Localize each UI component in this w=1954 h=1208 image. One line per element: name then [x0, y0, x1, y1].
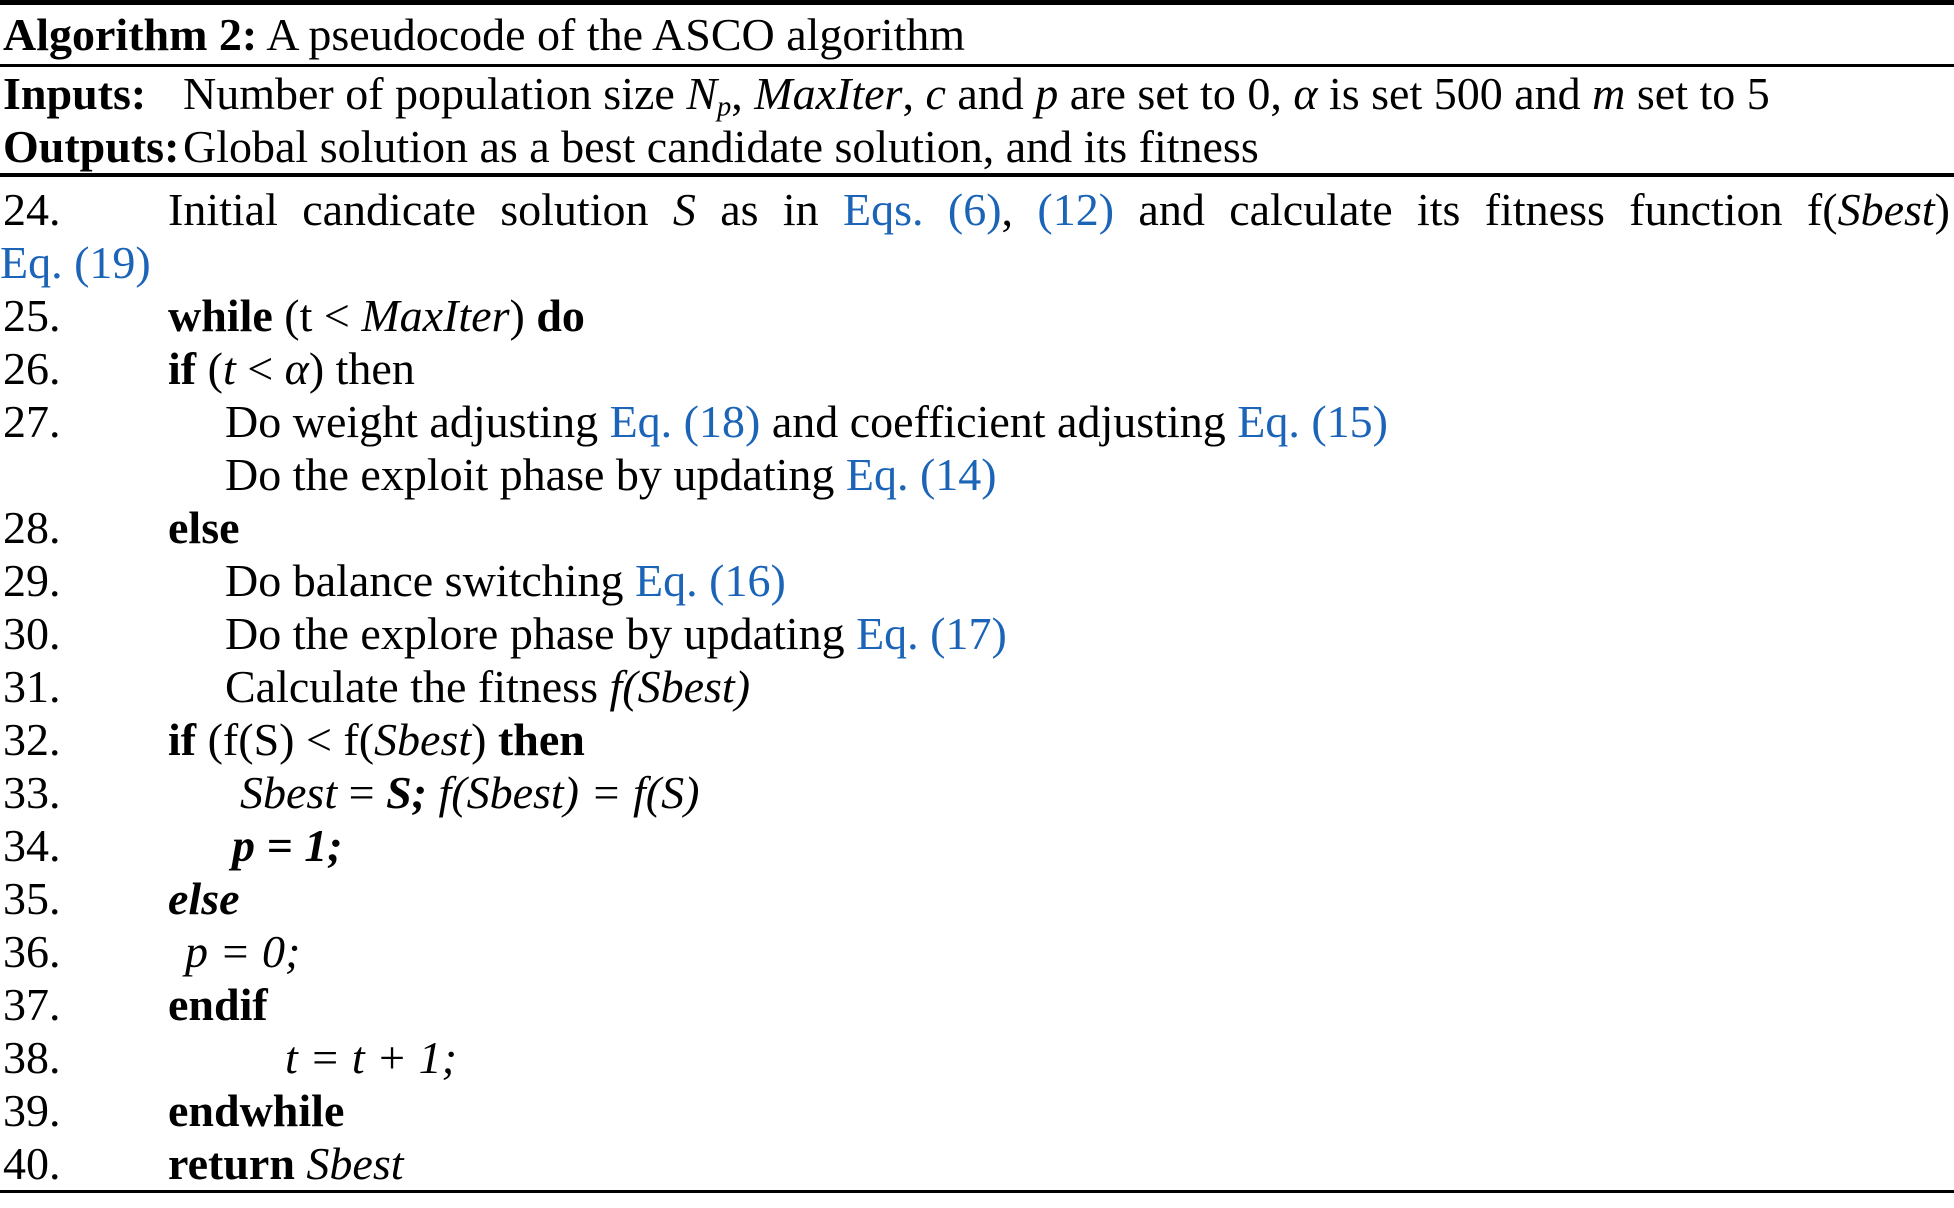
code-line	[0, 501, 1954, 554]
text-segment: p = 0;	[185, 926, 301, 977]
text-segment: Sbest	[240, 767, 349, 818]
text-segment: ,	[902, 68, 926, 119]
line-content	[168, 342, 1954, 395]
text-segment: Calculate the fitness	[225, 661, 610, 712]
text-segment: else	[168, 873, 240, 924]
text-segment: p = 1;	[232, 820, 343, 871]
line-content	[0, 236, 1954, 289]
line-number: 36.	[3, 926, 61, 977]
text-segment	[295, 1138, 307, 1189]
algorithm-body	[0, 177, 1954, 1190]
line-content	[168, 1137, 1954, 1190]
line-content	[225, 660, 1954, 713]
code-line	[0, 1084, 1954, 1137]
code-line	[0, 607, 1954, 660]
text-segment: α	[1293, 68, 1318, 119]
code-line	[0, 713, 1954, 766]
line-number: 29.	[3, 555, 61, 606]
text-segment: Do the explore phase by updating	[225, 608, 857, 659]
text-segment: α	[284, 343, 309, 394]
text-segment: Sbest	[374, 714, 472, 765]
text-segment: if	[168, 714, 197, 765]
text-segment: Do the exploit phase by updating	[225, 449, 846, 500]
text-segment: and coefficient adjusting	[760, 396, 1238, 447]
inputs-label: Inputs:	[3, 68, 147, 119]
text-segment: Sbest	[306, 1138, 404, 1189]
line-content	[168, 872, 1954, 925]
code-line	[0, 978, 1954, 1031]
code-line	[0, 819, 1954, 872]
text-segment: ,	[1001, 184, 1038, 235]
text-segment: do	[536, 290, 585, 341]
code-line	[0, 660, 1954, 713]
line-number: 39.	[3, 1085, 61, 1136]
code-line	[0, 236, 1954, 289]
algorithm-title-text: A pseudocode of the ASCO algorithm	[257, 9, 966, 60]
outputs-row	[0, 120, 1954, 173]
text-segment: if	[168, 343, 197, 394]
line-number: 38.	[3, 1032, 61, 1083]
eq-link[interactable]: (12)	[1037, 184, 1115, 235]
text-segment: return	[168, 1138, 295, 1189]
eq-link[interactable]: Eq. (14)	[845, 449, 997, 500]
text-segment: Do balance switching	[225, 555, 636, 606]
line-number: 27.	[3, 396, 61, 447]
line-content	[168, 978, 1954, 1031]
text-segment: while	[168, 290, 273, 341]
code-line	[0, 925, 1954, 978]
text-segment: MaxIter	[361, 290, 510, 341]
text-segment: )	[1934, 184, 1950, 235]
line-number: 32.	[3, 714, 61, 765]
text-segment: endif	[168, 979, 268, 1030]
line-number: 31.	[3, 661, 61, 712]
line-number: 28.	[3, 502, 61, 553]
line-number: 33.	[3, 767, 61, 818]
eq-link[interactable]: Eq. (18)	[609, 396, 761, 447]
line-content	[225, 448, 1954, 501]
text-segment: (	[196, 343, 223, 394]
line-number: 37.	[3, 979, 61, 1030]
line-number: 25.	[3, 290, 61, 341]
line-number: 24.	[3, 184, 61, 235]
text-segment: Do weight adjusting	[225, 396, 610, 447]
eq-link[interactable]: Eq. (19)	[0, 237, 151, 288]
line-number: 30.	[3, 608, 61, 659]
algorithm-title	[0, 5, 1954, 64]
text-segment: S	[672, 184, 696, 235]
line-number: 34.	[3, 820, 61, 871]
line-content	[240, 766, 1954, 819]
bottom-rule	[0, 1190, 1954, 1193]
line-content	[225, 395, 1954, 448]
line-content	[168, 183, 1950, 236]
line-content	[168, 713, 1954, 766]
code-line	[0, 342, 1954, 395]
text-segment: )	[471, 714, 498, 765]
text-segment: m	[1592, 68, 1626, 119]
line-content	[225, 607, 1954, 660]
text-segment: then	[497, 714, 585, 765]
code-line	[0, 872, 1954, 925]
text-segment: =	[348, 767, 387, 818]
eq-link[interactable]: Eq. (15)	[1237, 396, 1388, 447]
code-line	[0, 448, 1954, 501]
text-segment: )	[509, 290, 537, 341]
text-segment: Number of population size	[183, 68, 687, 119]
text-segment: ,	[731, 68, 755, 119]
code-line	[0, 1137, 1954, 1190]
eq-link[interactable]: Eq. (17)	[856, 608, 1007, 659]
line-content	[285, 1031, 1954, 1084]
line-content	[168, 1084, 1954, 1137]
eq-link[interactable]: Eq. (16)	[635, 555, 786, 606]
text-segment: Initial candicate solution	[168, 184, 673, 235]
line-content	[168, 289, 1954, 342]
text-segment: (t <	[272, 290, 362, 341]
text-segment: t = t + 1;	[285, 1032, 457, 1083]
code-line	[0, 554, 1954, 607]
text-segment: endwhile	[168, 1085, 345, 1136]
text-segment: set to 5	[1625, 68, 1770, 119]
text-segment: t	[222, 343, 236, 394]
text-segment: and calculate its fitness function f(	[1114, 184, 1838, 235]
code-line	[0, 183, 1954, 236]
line-content	[232, 819, 1954, 872]
algorithm-title-label: Algorithm 2:	[3, 9, 258, 60]
line-number: 35.	[3, 873, 61, 924]
outputs-label: Outputs:	[3, 121, 180, 172]
code-line	[0, 766, 1954, 819]
line-content	[168, 501, 1954, 554]
text-segment: <	[235, 343, 285, 394]
text-segment: Global solution as a best candidate solution, and its fitness	[183, 121, 1259, 172]
text-segment: and	[945, 68, 1036, 119]
code-line	[0, 289, 1954, 342]
text-segment: p	[1035, 68, 1059, 119]
outputs-content	[183, 120, 1954, 173]
inputs-row	[0, 67, 1954, 123]
line-content	[225, 554, 1954, 607]
text-segment: N	[686, 68, 718, 119]
text-segment: is set 500 and	[1317, 68, 1593, 119]
text-segment: Sbest	[1837, 184, 1935, 235]
text-segment: S;	[386, 767, 427, 818]
code-line	[0, 395, 1954, 448]
text-segment: else	[168, 502, 240, 553]
text-segment: as in	[695, 184, 844, 235]
text-segment: p	[717, 91, 732, 123]
line-number: 26.	[3, 343, 61, 394]
text-segment: are set to 0,	[1058, 68, 1294, 119]
eq-link[interactable]: Eqs. (6)	[843, 184, 1002, 235]
code-line	[0, 1031, 1954, 1084]
text-segment: MaxIter	[754, 68, 903, 119]
text-segment: f(Sbest)	[609, 661, 751, 712]
text-segment: (f(S) < f(	[196, 714, 375, 765]
text-segment: c	[925, 68, 946, 119]
line-number: 40.	[3, 1138, 61, 1189]
line-content	[185, 925, 1954, 978]
text-segment: ) then	[308, 343, 415, 394]
text-segment: f(Sbest) = f(S)	[426, 767, 700, 818]
